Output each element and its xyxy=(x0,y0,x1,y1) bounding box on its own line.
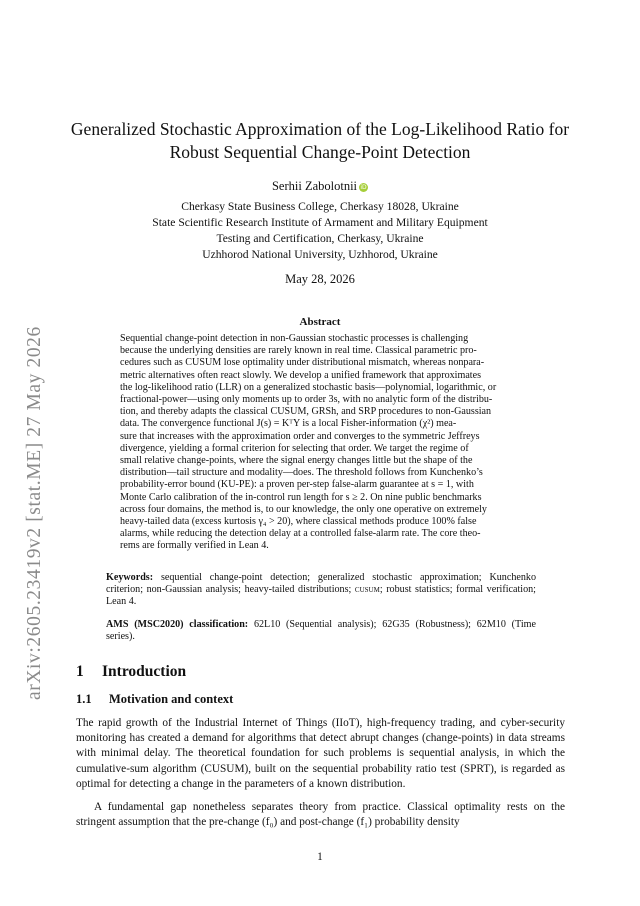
subsection-number: 1.1 xyxy=(76,692,92,706)
abstract-heading: Abstract xyxy=(299,316,341,328)
abstract-line: distribution—tail structure and modality—does. The threshold follows from Kunchenko’s xyxy=(120,467,483,479)
ams-classification xyxy=(106,619,536,643)
abstract-line: across four domains, the method is, to our knowledge, the only one operative on extremely xyxy=(120,503,487,515)
abstract-line: the log-likelihood ratio (LLR) on a generalized stochastic basis—polynomial, logarithmic, or xyxy=(120,381,497,393)
affiliation-line: State Scientific Research Institute of Armament and Military Equipment xyxy=(152,216,488,229)
paper-date: May 28, 2026 xyxy=(285,272,355,286)
keywords-cusum: cusum xyxy=(354,584,380,596)
abstract-line: fractional-power—using only moments up to order 3s, with no analytic form of the distribu- xyxy=(120,394,493,406)
abstract-line: divergence, yielding a formal criterion for selecting that order. We target the regime of xyxy=(120,442,469,454)
abstract-line: Monte Carlo calibration of the in-control run length for s ≥ 2. On nine public benchmarks xyxy=(120,491,482,503)
author xyxy=(0,179,640,194)
ams-text: 62L10 (Sequential analysis); 62G35 (Robustness); 62M10 (Time series). xyxy=(106,619,536,643)
abstract-line: because the underlying densities are rarely known in real time. Classical parametric pro- xyxy=(120,345,477,357)
keywords-text-after: ; robust statistics; formal verification; Lean 4. xyxy=(106,584,536,608)
affiliation-line: Cherkasy State Business College, Cherkasy 18028, Ukraine xyxy=(181,200,459,213)
abstract-line: tion, and thereby adapts the classical CUSUM, GRSh, and SRP procedures to non-Gaussian xyxy=(120,406,492,418)
abstract-line: heavy-tailed data (excess kurtosis γ₄ > 20), where classical methods produce 100% false xyxy=(120,516,477,528)
abstract-line: rems are formally verified in Lean 4. xyxy=(120,540,269,552)
section-heading xyxy=(76,663,186,681)
subsection-heading xyxy=(76,692,233,707)
keywords xyxy=(106,572,536,609)
abstract-line: small relative change-points, where the signal energy changes little but the shape of the xyxy=(120,455,473,467)
affiliations xyxy=(0,199,640,263)
abstract-line: alarms, while reducing the detection delay at a controlled false-alarm rate. The core theo- xyxy=(120,528,481,540)
ams-label: AMS (MSC2020) classification: xyxy=(106,619,249,630)
author-name: Serhii Zabolotnii xyxy=(271,179,358,193)
arxiv-identifier: arXiv:2605.23419v2 [stat.ME] 27 May 2026 xyxy=(24,326,45,700)
affiliation-line: Uzhhorod National University, Uzhhorod, Ukraine xyxy=(202,248,438,261)
affiliation-line: Testing and Certification, Cherkasy, Ukraine xyxy=(216,232,424,245)
abstract-line: sure that increases with the approximation order and converges to the symmetric Jeffreys xyxy=(120,430,480,442)
abstract-line: Sequential change-point detection in non-Gaussian stochastic processes is challenging xyxy=(120,333,469,344)
keywords-text: sequential change-point detection; generalized stochastic approximation; Kunchenko criterion; non-Gaussian analysis; heavy-tailed distributions; xyxy=(106,572,536,596)
body-paragraph: A fundamental gap nonetheless separates theory from practice. Classical optimality rests on the stringent assumption that the pre-change (f₀) and post-change (f₁) probability density xyxy=(76,801,565,829)
abstract-line: probability-error bound (KU-PE): a proven per-step false-alarm guarantee at s = 1, with xyxy=(120,479,474,491)
abstract-body xyxy=(106,333,536,553)
abstract-line: cedures such as CUSUM lose optimality under distributional mismatch, whereas nonpara- xyxy=(120,357,485,369)
subsection-title: Motivation and context xyxy=(109,692,234,706)
paper-title: Generalized Stochastic Approximation of the Log-Likelihood Ratio for Robust Sequential Change-Point Detection xyxy=(70,119,570,162)
section-number: 1 xyxy=(76,663,84,680)
body-paragraph: The rapid growth of the Industrial Internet of Things (IIoT), high-frequency trading, and cyber-security monitoring has created a demand for algorithms that detect abrupt changes (change-points) in data streams with minimal delay. The theoretical foundation for such problems is sequential analysis, in which the cumulative-sum algorithm (CUSUM), built on the sequential probability ratio test (SPRT), is regarded as optimal for detecting a change in the parameters of a known distribution. xyxy=(76,717,565,790)
section-title: Introduction xyxy=(102,663,187,680)
keywords-label: Keywords: xyxy=(106,572,154,583)
orcid-icon[interactable]: iD xyxy=(360,184,367,191)
abstract-line: metric alternatives often react slowly. We develop a unified framework that approximates xyxy=(120,369,482,381)
page-number: 1 xyxy=(317,851,323,863)
abstract-line: data. The convergence functional J(s) = KᵀY is a local Fisher-information (χ²) mea- xyxy=(120,418,457,430)
